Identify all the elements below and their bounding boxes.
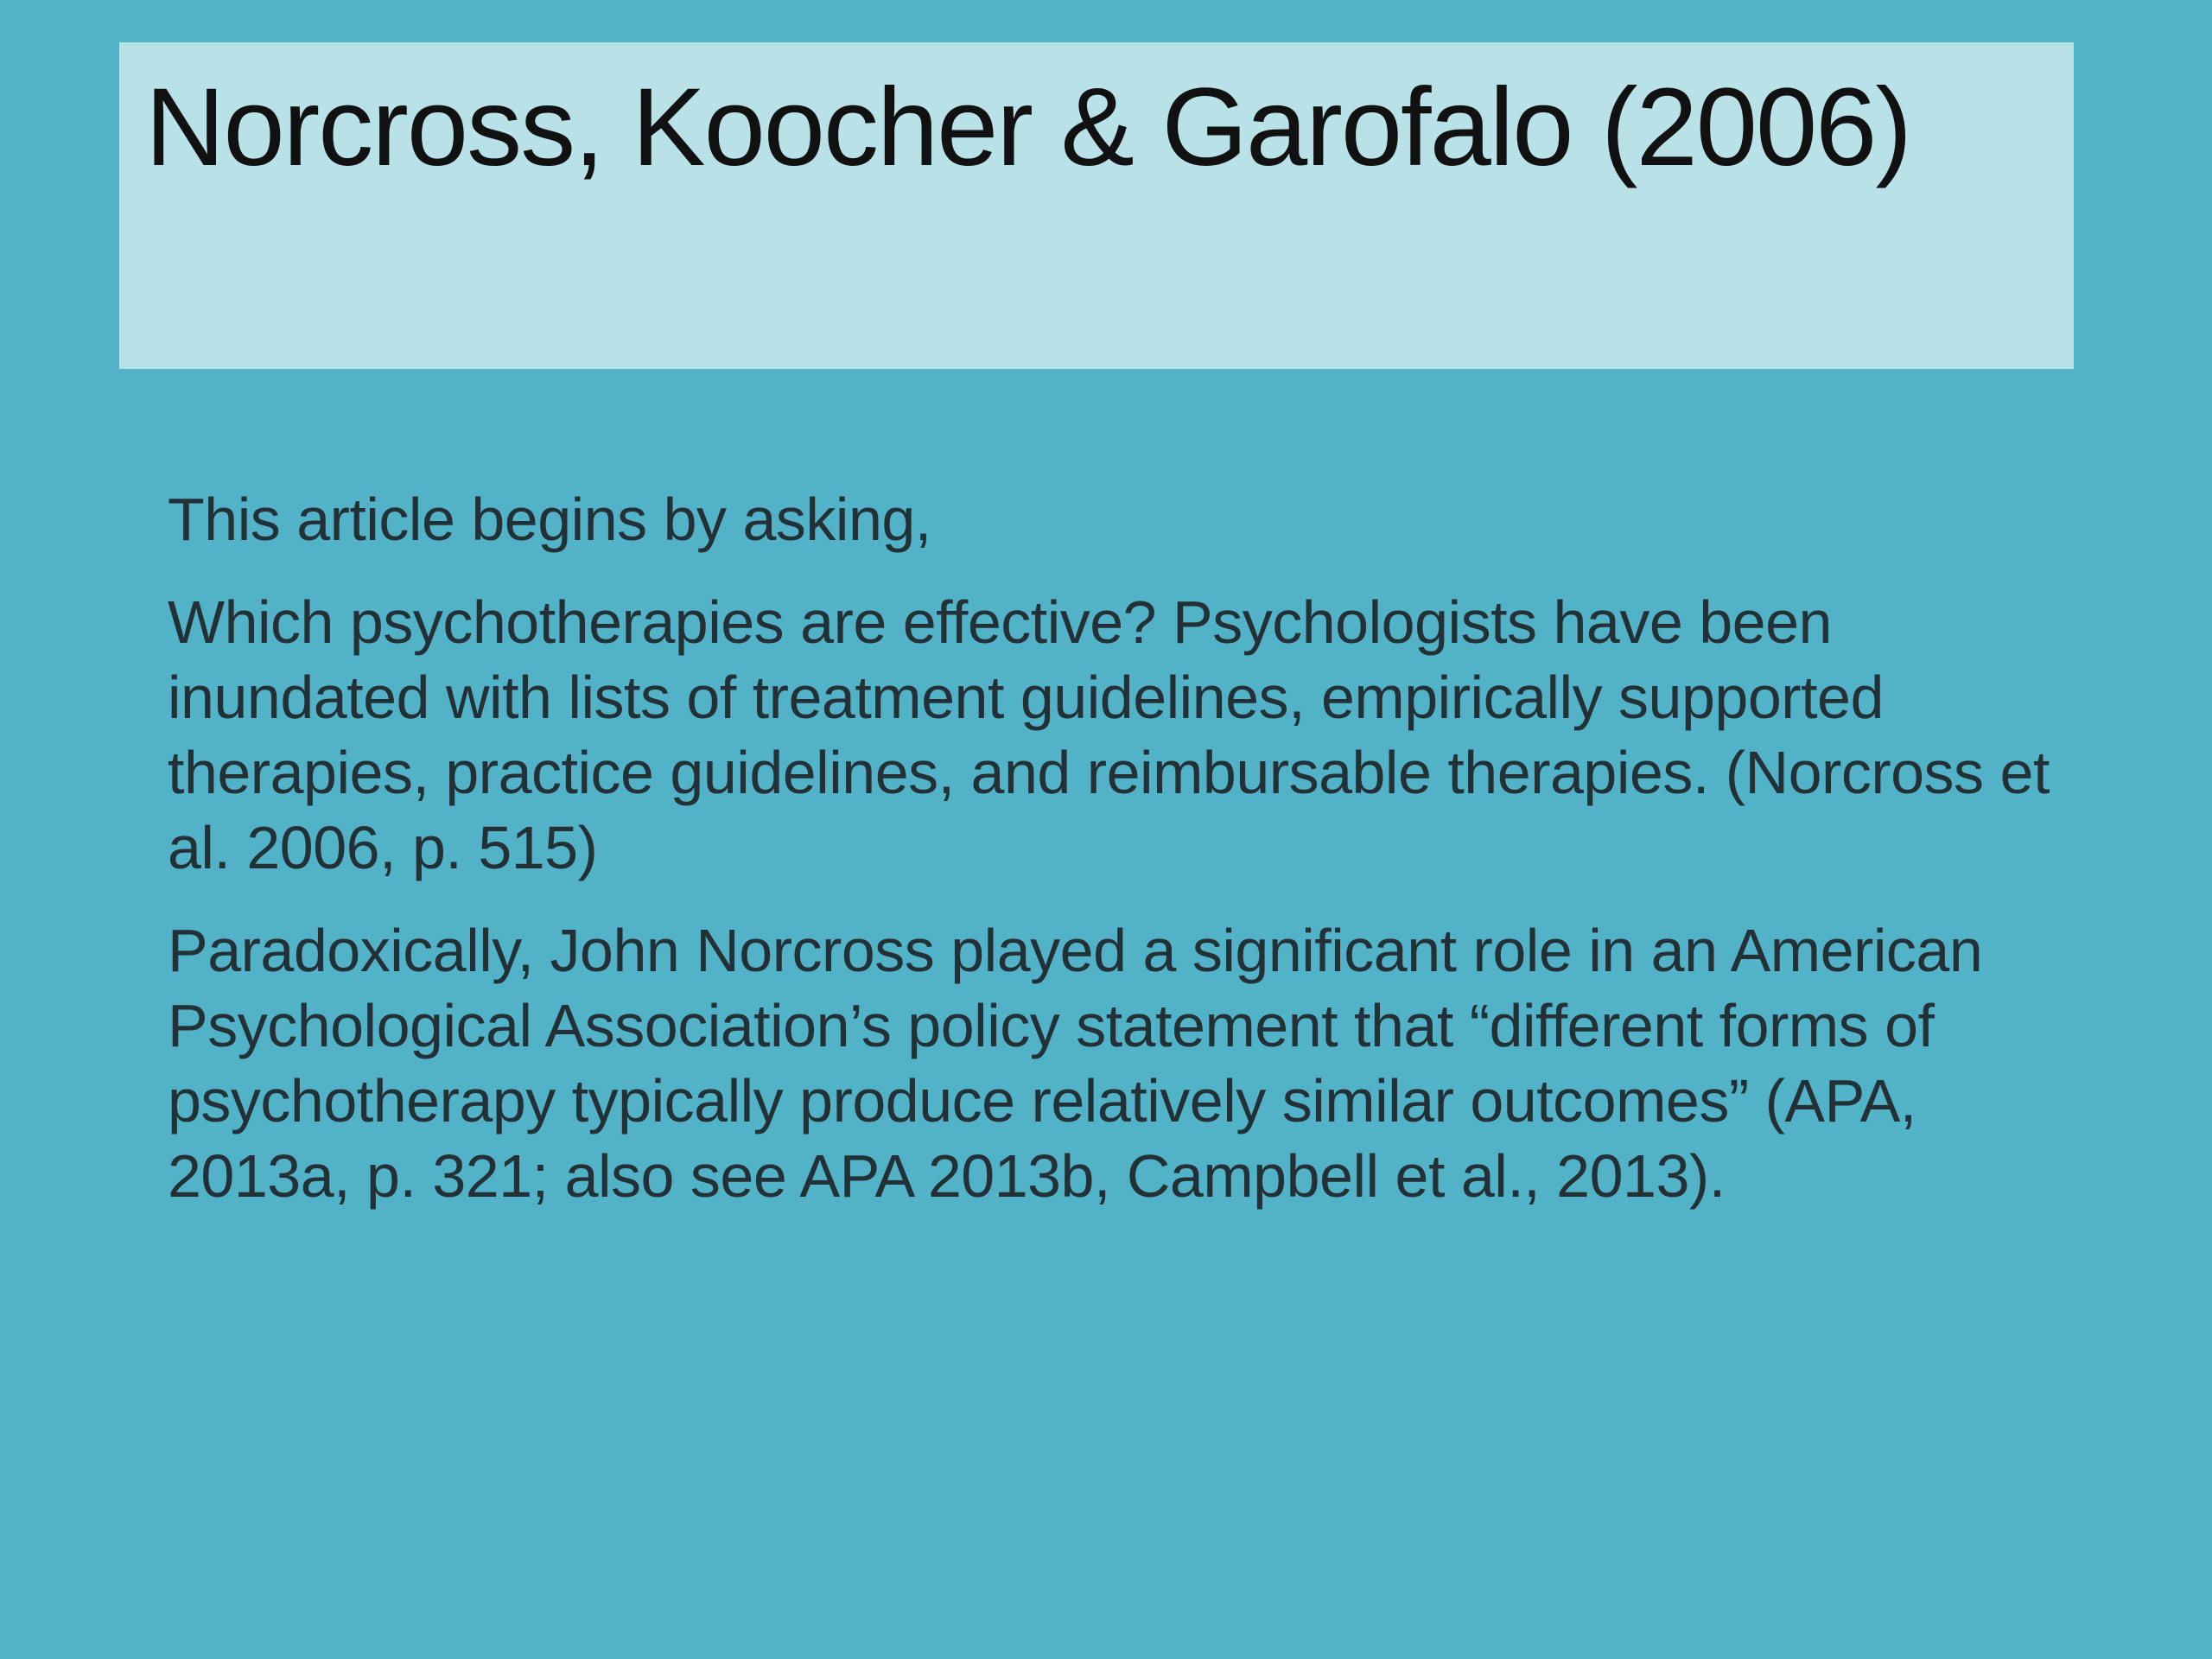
- paradox-paragraph: Paradoxically, John Norcross played a significant role in an American Psychological Association’s policy statement that “different forms of psychotherapy typically produce relatively similar outcomes” (APA, 2013a, p. 321; also see APA 2013b, Campbell et al., 2013).: [168, 917, 1983, 1210]
- intro-paragraph: This article begins by asking,: [168, 486, 931, 553]
- slide-body: [168, 482, 2094, 1242]
- slide-title: Norcross, Koocher & Garofalo (2006): [145, 66, 1910, 189]
- quote-paragraph: Which psychotherapies are effective? Psychologists have been inundated with lists of treatment guidelines, empirically supported therapies, practice guidelines, and reimbursable therapies. (Norcross et al. 2006, p. 515): [168, 588, 2050, 881]
- title-band: [119, 42, 2074, 369]
